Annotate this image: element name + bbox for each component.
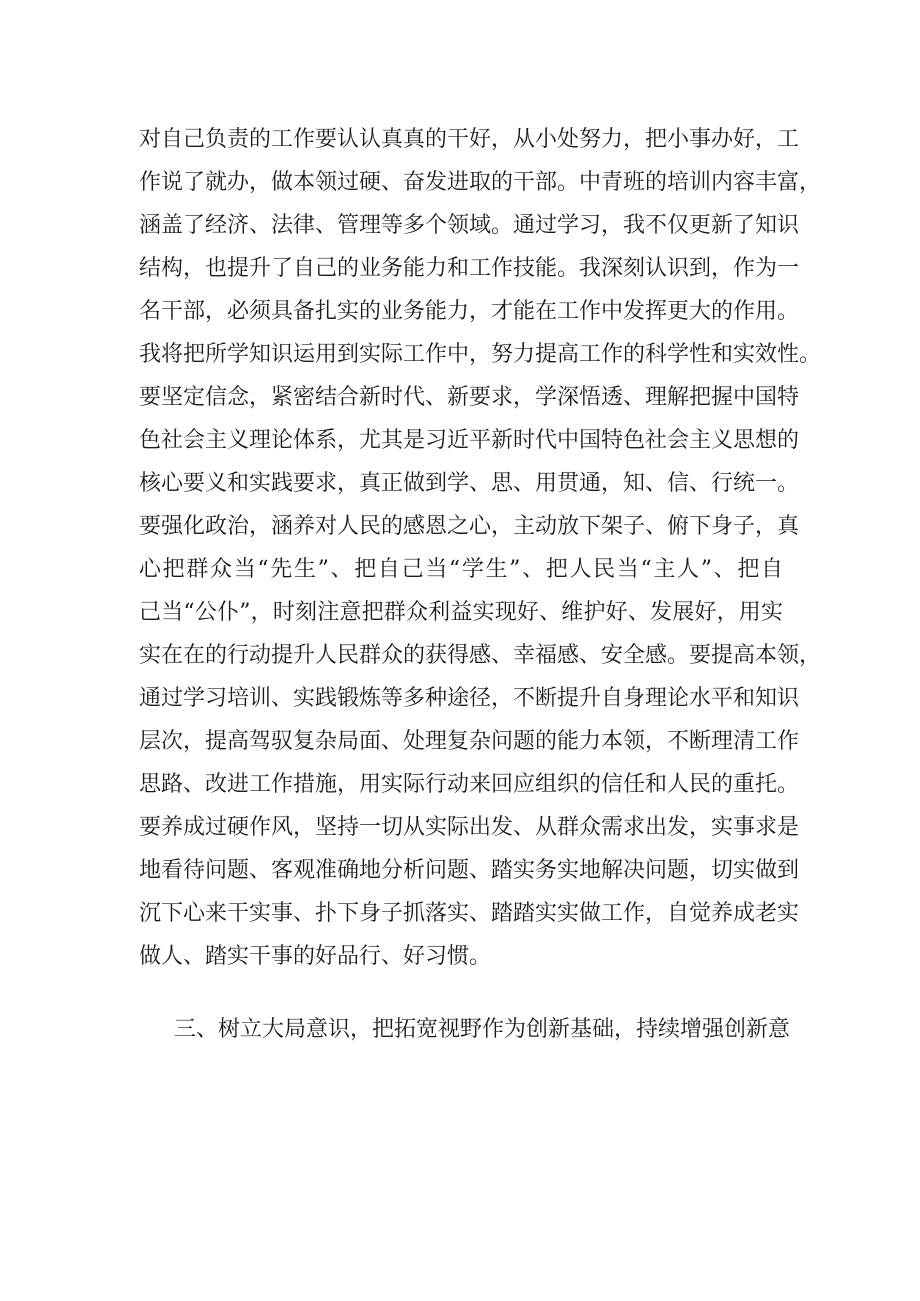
paragraph-line: 心把群众当“先生”、把自己当“学生”、把人民当“主人”、把自	[139, 557, 783, 582]
section-heading: 三、树立大局意识，把拓宽视野作为创新基础，持续增强创新意	[174, 1017, 791, 1042]
paragraph-line: 作说了就办，做本领过硬、奋发进取的干部。中青班的培训内容丰富，	[139, 170, 822, 195]
paragraph-line: 实在在的行动提升人民群众的获得感、幸福感、安全感。要提高本领，	[139, 643, 822, 668]
paragraph-line: 涵盖了经济、法律、管理等多个领域。通过学习，我不仅更新了知识	[139, 213, 800, 238]
paragraph-line: 己当“公仆”，时刻注意把群众利益实现好、维护好、发展好，用实	[139, 600, 783, 625]
paragraph-line: 地看待问题、客观准确地分析问题、踏实务实地解决问题，切实做到	[139, 858, 800, 883]
paragraph-line: 层次，提高驾驭复杂局面、处理复杂问题的能力本领，不断理清工作	[139, 729, 800, 754]
paragraph-line: 要强化政治，涵养对人民的感恩之心，主动放下架子、俯下身子，真	[139, 514, 800, 539]
paragraph-line: 结构，也提升了自己的业务能力和工作技能。我深刻认识到，作为一	[139, 256, 800, 281]
paragraph-line: 做人、踏实干事的好品行、好习惯。	[139, 944, 492, 969]
paragraph-line: 名干部，必须具备扎实的业务能力，才能在工作中发挥更大的作用。	[139, 299, 800, 324]
paragraph-line: 要坚定信念，紧密结合新时代、新要求，学深悟透、理解把握中国特	[139, 385, 800, 410]
paragraph-line: 对自己负责的工作要认认真真的干好，从小处努力，把小事办好，工	[139, 127, 800, 152]
paragraph-line: 核心要义和实践要求，真正做到学、思、用贯通，知、信、行统一。	[139, 471, 800, 496]
paragraph-line: 色社会主义理论体系，尤其是习近平新时代中国特色社会主义思想的	[139, 428, 800, 453]
paragraph-line: 通过学习培训、实践锻炼等多种途径，不断提升自身理论水平和知识	[139, 686, 800, 711]
paragraph-line: 要养成过硬作风，坚持一切从实际出发、从群众需求出发，实事求是	[139, 815, 800, 840]
paragraph-line: 思路、改进工作措施，用实际行动来回应组织的信任和人民的重托。	[139, 772, 800, 797]
paragraph-line: 沉下心来干实事、扑下身子抓落实、踏踏实实做工作，自觉养成老实	[139, 901, 800, 926]
paragraph-line: 我将把所学知识运用到实际工作中，努力提高工作的科学性和实效性。	[139, 342, 822, 367]
